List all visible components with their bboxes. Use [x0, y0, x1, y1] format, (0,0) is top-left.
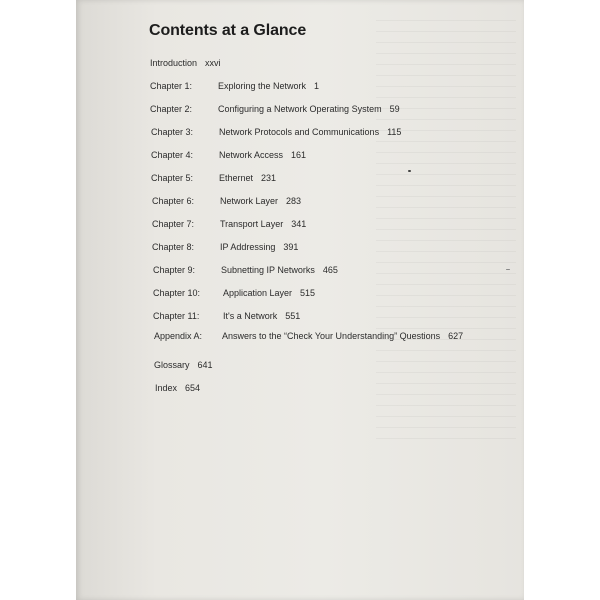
- toc-chapter-title: Subnetting IP Networks: [221, 265, 315, 275]
- toc-page-number: 654: [185, 383, 201, 393]
- toc-chapter-title: Exploring the Network: [218, 81, 307, 91]
- toc-page-number: 341: [291, 219, 307, 229]
- toc-entry-glossary: [154, 360, 213, 370]
- toc-entry-chapter-10: [153, 288, 315, 298]
- toc-page-number: 515: [300, 288, 316, 298]
- toc-page-number: 627: [448, 331, 464, 341]
- toc-entry-chapter-2: [150, 104, 400, 114]
- toc-entry-chapter-7: [152, 219, 306, 229]
- toc-label: Chapter 7:: [152, 219, 195, 229]
- toc-label: Chapter 6:: [152, 196, 195, 206]
- toc-page-number: 551: [285, 311, 301, 321]
- toc-chapter-title: Configuring a Network Operating System: [218, 104, 382, 114]
- toc-entry-chapter-1: [150, 81, 319, 91]
- toc-chapter-title: It's a Network: [223, 311, 278, 321]
- toc-chapter-title: Ethernet: [219, 173, 254, 183]
- toc-label: Glossary: [154, 360, 190, 370]
- toc-entry-chapter-6: [152, 196, 301, 206]
- book-page: [76, 0, 524, 600]
- toc-entry-appendix-a: [154, 331, 463, 341]
- toc-label: Chapter 5:: [151, 173, 194, 183]
- toc-label: Chapter 8:: [152, 242, 195, 252]
- toc-entry-index: [155, 383, 200, 393]
- paper-speck: [408, 170, 411, 172]
- toc-label: Chapter 3:: [151, 127, 194, 137]
- toc-page-number: 283: [286, 196, 302, 206]
- toc-page-number: 465: [322, 265, 338, 275]
- page-title: Contents at a Glance: [149, 22, 307, 39]
- toc-chapter-title: Answers to the “Check Your Understanding” Questions: [222, 331, 441, 341]
- toc-chapter-title: Network Layer: [220, 196, 279, 206]
- toc-label: Chapter 2:: [150, 104, 193, 114]
- toc-chapter-title: Application Layer: [223, 288, 293, 298]
- toc-label: Index: [155, 383, 178, 393]
- show-through-text: [376, 20, 516, 440]
- paper-speck: [506, 269, 510, 270]
- toc-page-number: 115: [387, 127, 402, 137]
- toc-label: Appendix A:: [154, 331, 203, 341]
- toc-chapter-title: Transport Layer: [220, 219, 284, 229]
- toc-page-number: 59: [389, 104, 400, 114]
- toc-entry-introduction: [150, 58, 221, 68]
- toc-page-number: 391: [283, 242, 299, 252]
- toc-chapter-title: Network Protocols and Communications: [219, 127, 380, 137]
- toc-entry-chapter-4: [151, 150, 306, 160]
- toc-entry-chapter-11: [153, 311, 300, 321]
- toc-label: Chapter 4:: [151, 150, 194, 160]
- toc-page-number: 641: [197, 360, 213, 370]
- toc-page-number: 1: [314, 81, 320, 91]
- toc-page-number: 231: [261, 173, 277, 183]
- toc-label: Chapter 9:: [153, 265, 196, 275]
- toc-entry-chapter-8: [152, 242, 298, 252]
- toc-entry-chapter-3: [151, 127, 401, 137]
- toc-entry-chapter-9: [153, 265, 338, 275]
- toc-label: Chapter 10:: [153, 288, 201, 298]
- toc-page-number: 161: [291, 150, 307, 160]
- toc-label: Introduction: [150, 58, 198, 68]
- toc-entry-chapter-5: [151, 173, 276, 183]
- toc-chapter-title: IP Addressing: [220, 242, 276, 252]
- toc-label: Chapter 1:: [150, 81, 193, 91]
- toc-page-number: xxvi: [205, 58, 221, 68]
- toc-label: Chapter 11:: [153, 311, 200, 321]
- toc-chapter-title: Network Access: [219, 150, 284, 160]
